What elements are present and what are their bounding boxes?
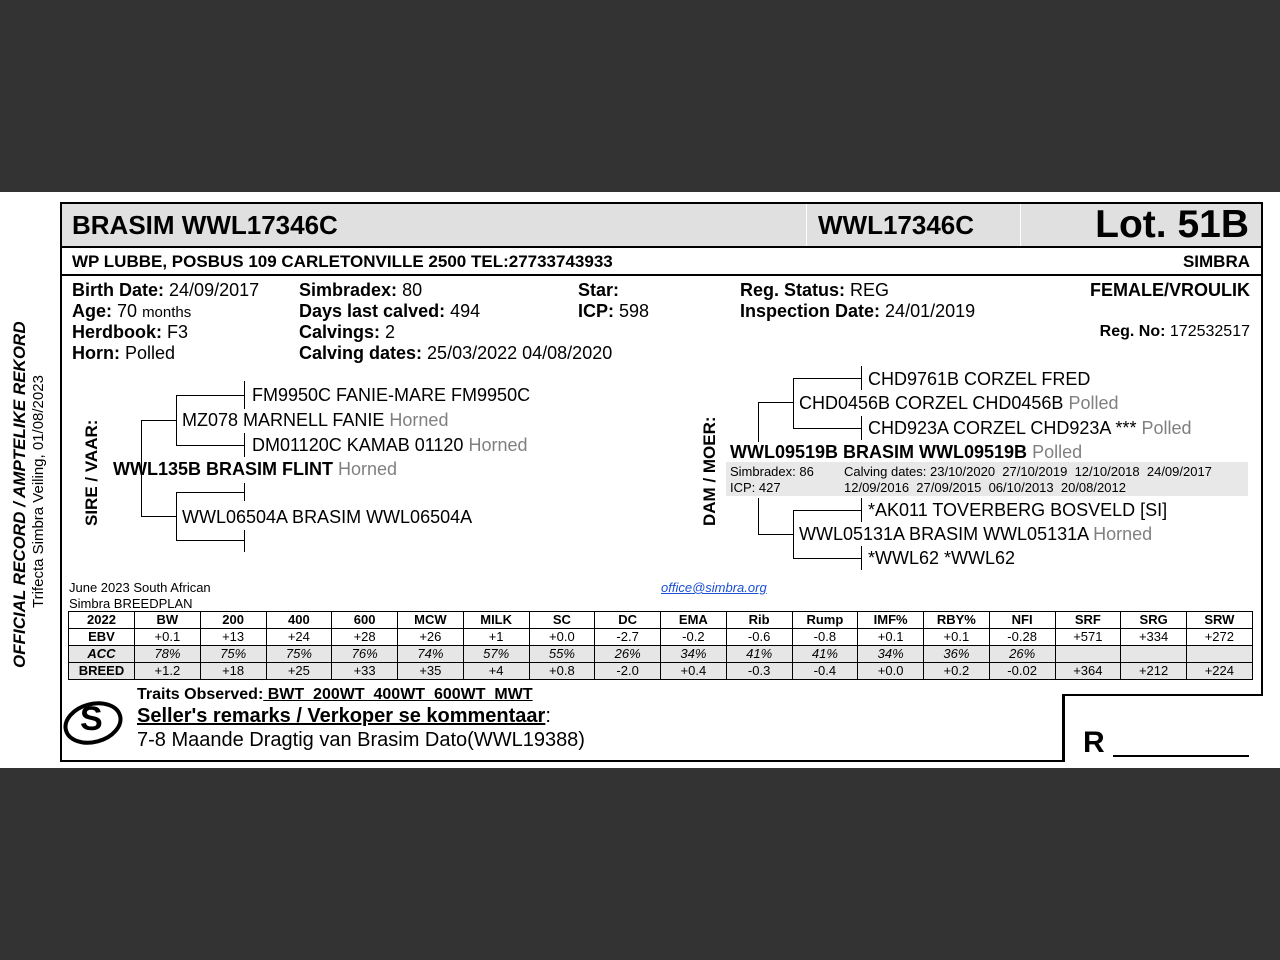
breed-cell-rump: -0.4 — [792, 663, 858, 680]
dam-simbradex: Simbradex: 86 — [730, 464, 814, 479]
breed-cell-srg: +212 — [1121, 663, 1187, 680]
dam: WWL09519B BRASIM WWL09519B Polled — [730, 442, 1083, 462]
ebv-cell-nfi: -0.28 — [989, 629, 1055, 646]
headers-cell-rib: Rib — [726, 612, 792, 629]
herdbook-field: Herdbook: F3 — [72, 322, 189, 342]
breed-values-row — [69, 663, 1253, 680]
ebv-header-row — [69, 612, 1253, 629]
ebv-cell-rby: +0.1 — [924, 629, 990, 646]
breed-cell-200: +18 — [200, 663, 266, 680]
ebv-cell-400: +24 — [266, 629, 332, 646]
ebv-cell-bw: +0.1 — [135, 629, 201, 646]
acc-values-row — [69, 646, 1253, 663]
dam-dam: WWL05131A BRASIM WWL05131A Horned — [799, 524, 1153, 544]
breed-cell-mcw: +35 — [398, 663, 464, 680]
seller-info: WP LUBBE, POSBUS 109 CARLETONVILLE 2500 TEL:27733743933 — [72, 252, 613, 271]
dam-dam-sire: *AK011 TOVERBERG BOSVELD [SI] — [868, 500, 1168, 520]
headers-cell-ema: EMA — [661, 612, 727, 629]
event-label: Trifecta Simbra Veiling, 01/08/2023 — [30, 375, 47, 608]
headers-cell-milk: MILK — [463, 612, 529, 629]
sire-dam: WWL06504A BRASIM WWL06504A — [182, 507, 473, 527]
ebv-cell-rib: -0.6 — [726, 629, 792, 646]
acc-cell-sc: 55% — [529, 646, 595, 663]
acc-cell-milk: 57% — [463, 646, 529, 663]
traits-observed: Traits Observed: BWT 200WT 400WT 600WT MWT — [137, 686, 533, 703]
headers-label-cell: 2022 — [69, 612, 135, 629]
star-field: Star: — [578, 280, 620, 300]
ebv-cell-200: +13 — [200, 629, 266, 646]
ebv-cell-srg: +334 — [1121, 629, 1187, 646]
headers-cell-rump: Rump — [792, 612, 858, 629]
price-label: R — [1083, 726, 1105, 759]
acc-cell-600: 76% — [332, 646, 398, 663]
sire-side-label: SIRE / VAAR: — [82, 419, 101, 526]
breed-cell-srf: +364 — [1055, 663, 1121, 680]
acc-cell-nfi: 26% — [989, 646, 1055, 663]
simbra-logo — [63, 698, 125, 746]
headers-cell-bw: BW — [135, 612, 201, 629]
ebv-cell-srw: +272 — [1187, 629, 1253, 646]
days-last-calved-field: Days last calved: 494 — [299, 301, 481, 321]
acc-cell-bw: 78% — [135, 646, 201, 663]
ebv-cell-imf: +0.1 — [858, 629, 924, 646]
sire-sire-sire: FM9950C FANIE-MARE FM9950C — [252, 385, 531, 405]
lot-number: Lot. 51B — [1095, 203, 1249, 246]
acc-cell-rby: 36% — [924, 646, 990, 663]
birth-date-field: Birth Date: 24/09/2017 — [72, 280, 260, 300]
breed-cell-srw: +224 — [1187, 663, 1253, 680]
calvings-field: Calvings: 2 — [299, 322, 396, 342]
dam-dam-dam: *WWL62 *WWL62 — [868, 548, 1016, 568]
sex-label: FEMALE/VROULIK — [1090, 280, 1250, 300]
animal-name: BRASIM WWL17346C — [72, 210, 338, 240]
headers-cell-dc: DC — [595, 612, 661, 629]
breedplan-line-2: Simbra BREEDPLAN — [69, 596, 193, 611]
acc-cell-rump: 41% — [792, 646, 858, 663]
headers-cell-srg: SRG — [1121, 612, 1187, 629]
headers-cell-rby: RBY% — [924, 612, 990, 629]
price-input-line[interactable] — [1113, 755, 1249, 757]
acc-cell-dc: 26% — [595, 646, 661, 663]
headers-cell-sc: SC — [529, 612, 595, 629]
calving-dates-field: Calving dates: 25/03/2022 04/08/2020 — [299, 343, 613, 363]
headers-cell-srw: SRW — [1187, 612, 1253, 629]
dam-calving-dates-1: Calving dates: 23/10/2020 27/10/2019 12/10/2018 24/09/2017 — [844, 464, 1212, 479]
dam-calving-dates-2: 12/09/2016 27/09/2015 06/10/2013 20/08/2012 — [844, 480, 1126, 495]
sire: WWL135B BRASIM FLINT Horned — [113, 459, 398, 479]
ebv-cell-sc: +0.0 — [529, 629, 595, 646]
ebv-cell-srf: +571 — [1055, 629, 1121, 646]
headers-cell-600: 600 — [332, 612, 398, 629]
dam-sire-sire: CHD9761B CORZEL FRED — [868, 369, 1091, 389]
headers-cell-srf: SRF — [1055, 612, 1121, 629]
ebv-cell-rump: -0.8 — [792, 629, 858, 646]
official-record-label: OFFICIAL RECORD / AMPTELIKE REKORD — [10, 321, 29, 668]
inspection-date-field: Inspection Date: 24/01/2019 — [740, 301, 976, 321]
headers-cell-200: 200 — [200, 612, 266, 629]
acc-cell-200: 75% — [200, 646, 266, 663]
ebv-cell-mcw: +26 — [398, 629, 464, 646]
breed-cell-sc: +0.8 — [529, 663, 595, 680]
acc-cell-rib: 41% — [726, 646, 792, 663]
headers-cell-400: 400 — [266, 612, 332, 629]
email-link[interactable]: office@simbra.org — [661, 580, 767, 595]
acc-cell-mcw: 74% — [398, 646, 464, 663]
breed-cell-rby: +0.2 — [924, 663, 990, 680]
breed-label-cell: BREED — [69, 663, 135, 680]
breed-label: SIMBRA — [1182, 252, 1250, 271]
breed-cell-ema: +0.4 — [661, 663, 727, 680]
dam-sire-dam: CHD923A CORZEL CHD923A *** Polled — [868, 418, 1192, 438]
breed-cell-bw: +1.2 — [135, 663, 201, 680]
ebv-values-row — [69, 629, 1253, 646]
ebv-cell-600: +28 — [332, 629, 398, 646]
ebv-cell-ema: -0.2 — [661, 629, 727, 646]
ebv-cell-milk: +1 — [463, 629, 529, 646]
acc-cell-imf: 34% — [858, 646, 924, 663]
dam-icp: ICP: 427 — [730, 480, 781, 495]
horn-field: Horn: Polled — [72, 343, 176, 363]
headers-cell-mcw: MCW — [398, 612, 464, 629]
acc-cell-400: 75% — [266, 646, 332, 663]
acc-cell-srf — [1055, 646, 1121, 663]
reg-no-field: Reg. No: 172532517 — [1099, 323, 1250, 340]
reg-status-field: Reg. Status: REG — [740, 280, 890, 300]
logo-letter: S — [80, 700, 103, 738]
dam-side-label: DAM / MOER: — [700, 416, 719, 526]
acc-label-cell: ACC — [69, 646, 135, 663]
acc-cell-srw — [1187, 646, 1253, 663]
acc-cell-ema: 34% — [661, 646, 727, 663]
acc-cell-srg — [1121, 646, 1187, 663]
breed-cell-imf: +0.0 — [858, 663, 924, 680]
headers-cell-imf: IMF% — [858, 612, 924, 629]
headers-cell-nfi: NFI — [989, 612, 1055, 629]
ebv-cell-dc: -2.7 — [595, 629, 661, 646]
remarks-text: 7-8 Maande Dragtig van Brasim Dato(WWL19388) — [137, 729, 585, 751]
breed-cell-400: +25 — [266, 663, 332, 680]
breed-cell-milk: +4 — [463, 663, 529, 680]
simbradex-field: Simbradex: 80 — [299, 280, 423, 300]
remarks-heading: Seller's remarks / Verkoper se kommentaar: — [137, 705, 551, 727]
icp-field: ICP: 598 — [578, 301, 650, 321]
breed-cell-nfi: -0.02 — [989, 663, 1055, 680]
dam-sire: CHD0456B CORZEL CHD0456B Polled — [799, 393, 1119, 413]
breed-cell-600: +33 — [332, 663, 398, 680]
sire-sire: MZ078 MARNELL FANIE Horned — [182, 410, 449, 430]
age-field: Age: 70 months — [72, 301, 192, 321]
breed-cell-dc: -2.0 — [595, 663, 661, 680]
breedplan-line-1: June 2023 South African — [69, 580, 211, 595]
ebv-label-cell: EBV — [69, 629, 135, 646]
breed-cell-rib: -0.3 — [726, 663, 792, 680]
animal-id: WWL17346C — [818, 210, 975, 240]
ebv-table — [68, 611, 1253, 680]
sire-sire-dam: DM01120C KAMAB 01120 Horned — [252, 435, 528, 455]
